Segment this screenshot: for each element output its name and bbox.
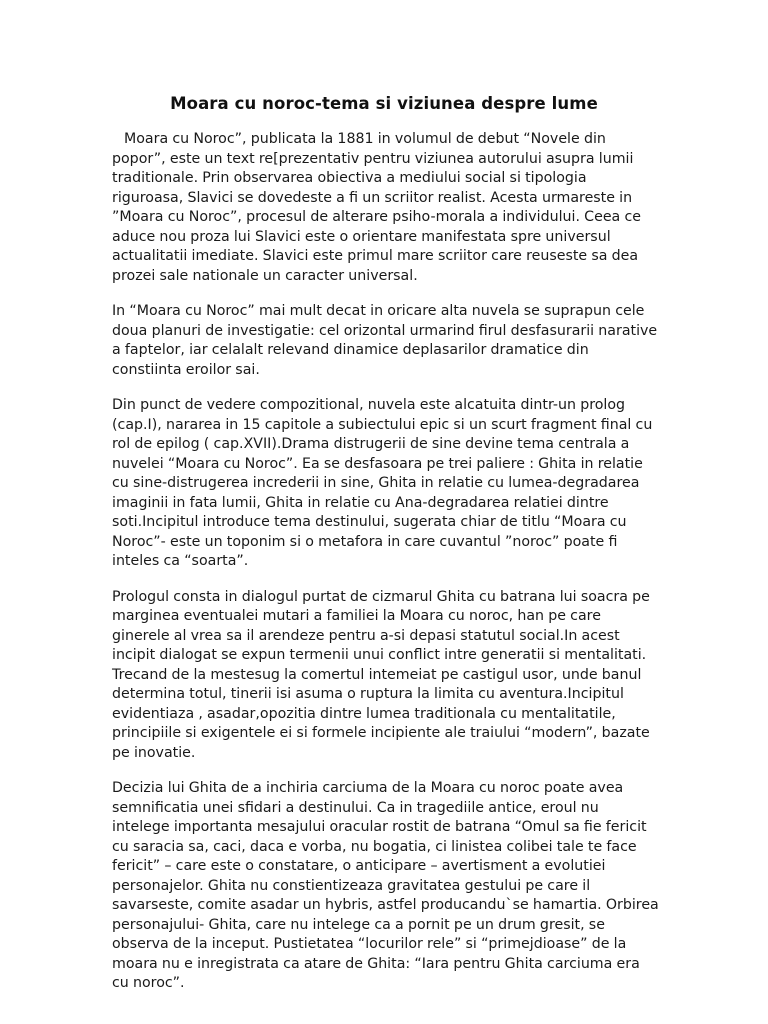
paragraph-4: Prologul consta in dialogul purtat de cizmarul Ghita cu batrana lui soacra pe marginea eventualei mutari a familiei la Moara cu noroc, han pe care ginerele al vrea sa il arendeze pentru a-si depasi statutul social.In acest incipit dialogat se expun termenii unui conflict intre generatii si mentalitati. Trecand de la mestesug la comertul intemeiat pe castigul usor, unde banul determina totul, tinerii isi asuma o ruptura la limita cu aventura.Incipitul evidentiaza , asadar,opozitia dintre lumea traditionala cu mentalitatile, principiile si exigentele ei si formele incipiente ale traiului “modern”, bazate pe inovatie. <box>112 588 650 761</box>
document-title: Moara cu noroc-tema si viziunea despre lume <box>170 94 598 113</box>
paragraph-2: In “Moara cu Noroc” mai mult decat in oricare alta nuvela se suprapun cele doua planuri de investigatie: cel orizontal urmarind firul desfasurarii narative a faptelor, iar celalalt relevand dinamice deplasarilor dramatice din constiinta eroilor sai. <box>112 303 658 378</box>
paragraph-5: Decizia lui Ghita de a inchiria carciuma de la Moara cu noroc poate avea semnificatia unei sfidari a destinului. Ca in tragediile antice, eroul nu intelege importanta mesajului oracular rostit de batrana “Omul sa fie fericit cu saracia sa, caci, daca e vorba, nu bogatia, ci linistea colibei tale te face fericit” – care este o constatare, o anticipare – avertisment a evolutiei personajelor. Ghita nu constientizeaza gravitatea gestului pe care il savarseste, comite asadar un hybris, astfel producandu`se hamartia. Orbirea personajului- Ghita, care nu intelege ca a pornit pe un drum gresit, se observa de la inceput. Pustietatea “locurilor rele” si “primejdioase” de la moara nu e inregistrata ca atare de Ghita: “Iara pentru Ghita carciuma era cu noroc”. <box>112 780 659 991</box>
paragraph-1: Moara cu Noroc”, publicata la 1881 in volumul de debut “Novele din popor”, este un text re[prezentativ pentru viziunea autorului asupra lumii traditionale. Prin observarea obiectiva a mediului social si tipologia riguroasa, Slavici se dovedeste a fi un scriitor realist. Acesta urmareste in ”Moara cu Noroc”, procesul de alterare psiho-morala a individului. Ceea ce aduce nou proza lui Slavici este o orientare manifestata spre universul actualitatii imediate. Slavici este primul mare scriitor care reuseste sa dea prozei sale nationale un caracter universal. <box>112 131 641 284</box>
paragraph-3: Din punct de vedere compozitional, nuvela este alcatuita dintr-un prolog (cap.I), nararea in 15 capitole a subiectului epic si un scurt fragment final cu rol de epilog ( cap.XVII).Drama distrugerii de sine devine tema centrala a nuvelei “Moara cu Noroc”. Ea se desfasoara pe trei paliere : Ghita in relatie cu sine-distrugerea increderii in sine, Ghita in relatie cu lumea-degradarea imaginii in fata lumii, Ghita in relatie cu Ana-degradarea relatiei dintre soti.Incipitul introduce tema destinului, sugerata chiar de titlu “Moara cu Noroc”- este un toponim si o metafora in care cuvantul ”noroc” poate fi inteles ca “soarta”. <box>112 397 653 569</box>
document-body <box>112 130 660 1010</box>
